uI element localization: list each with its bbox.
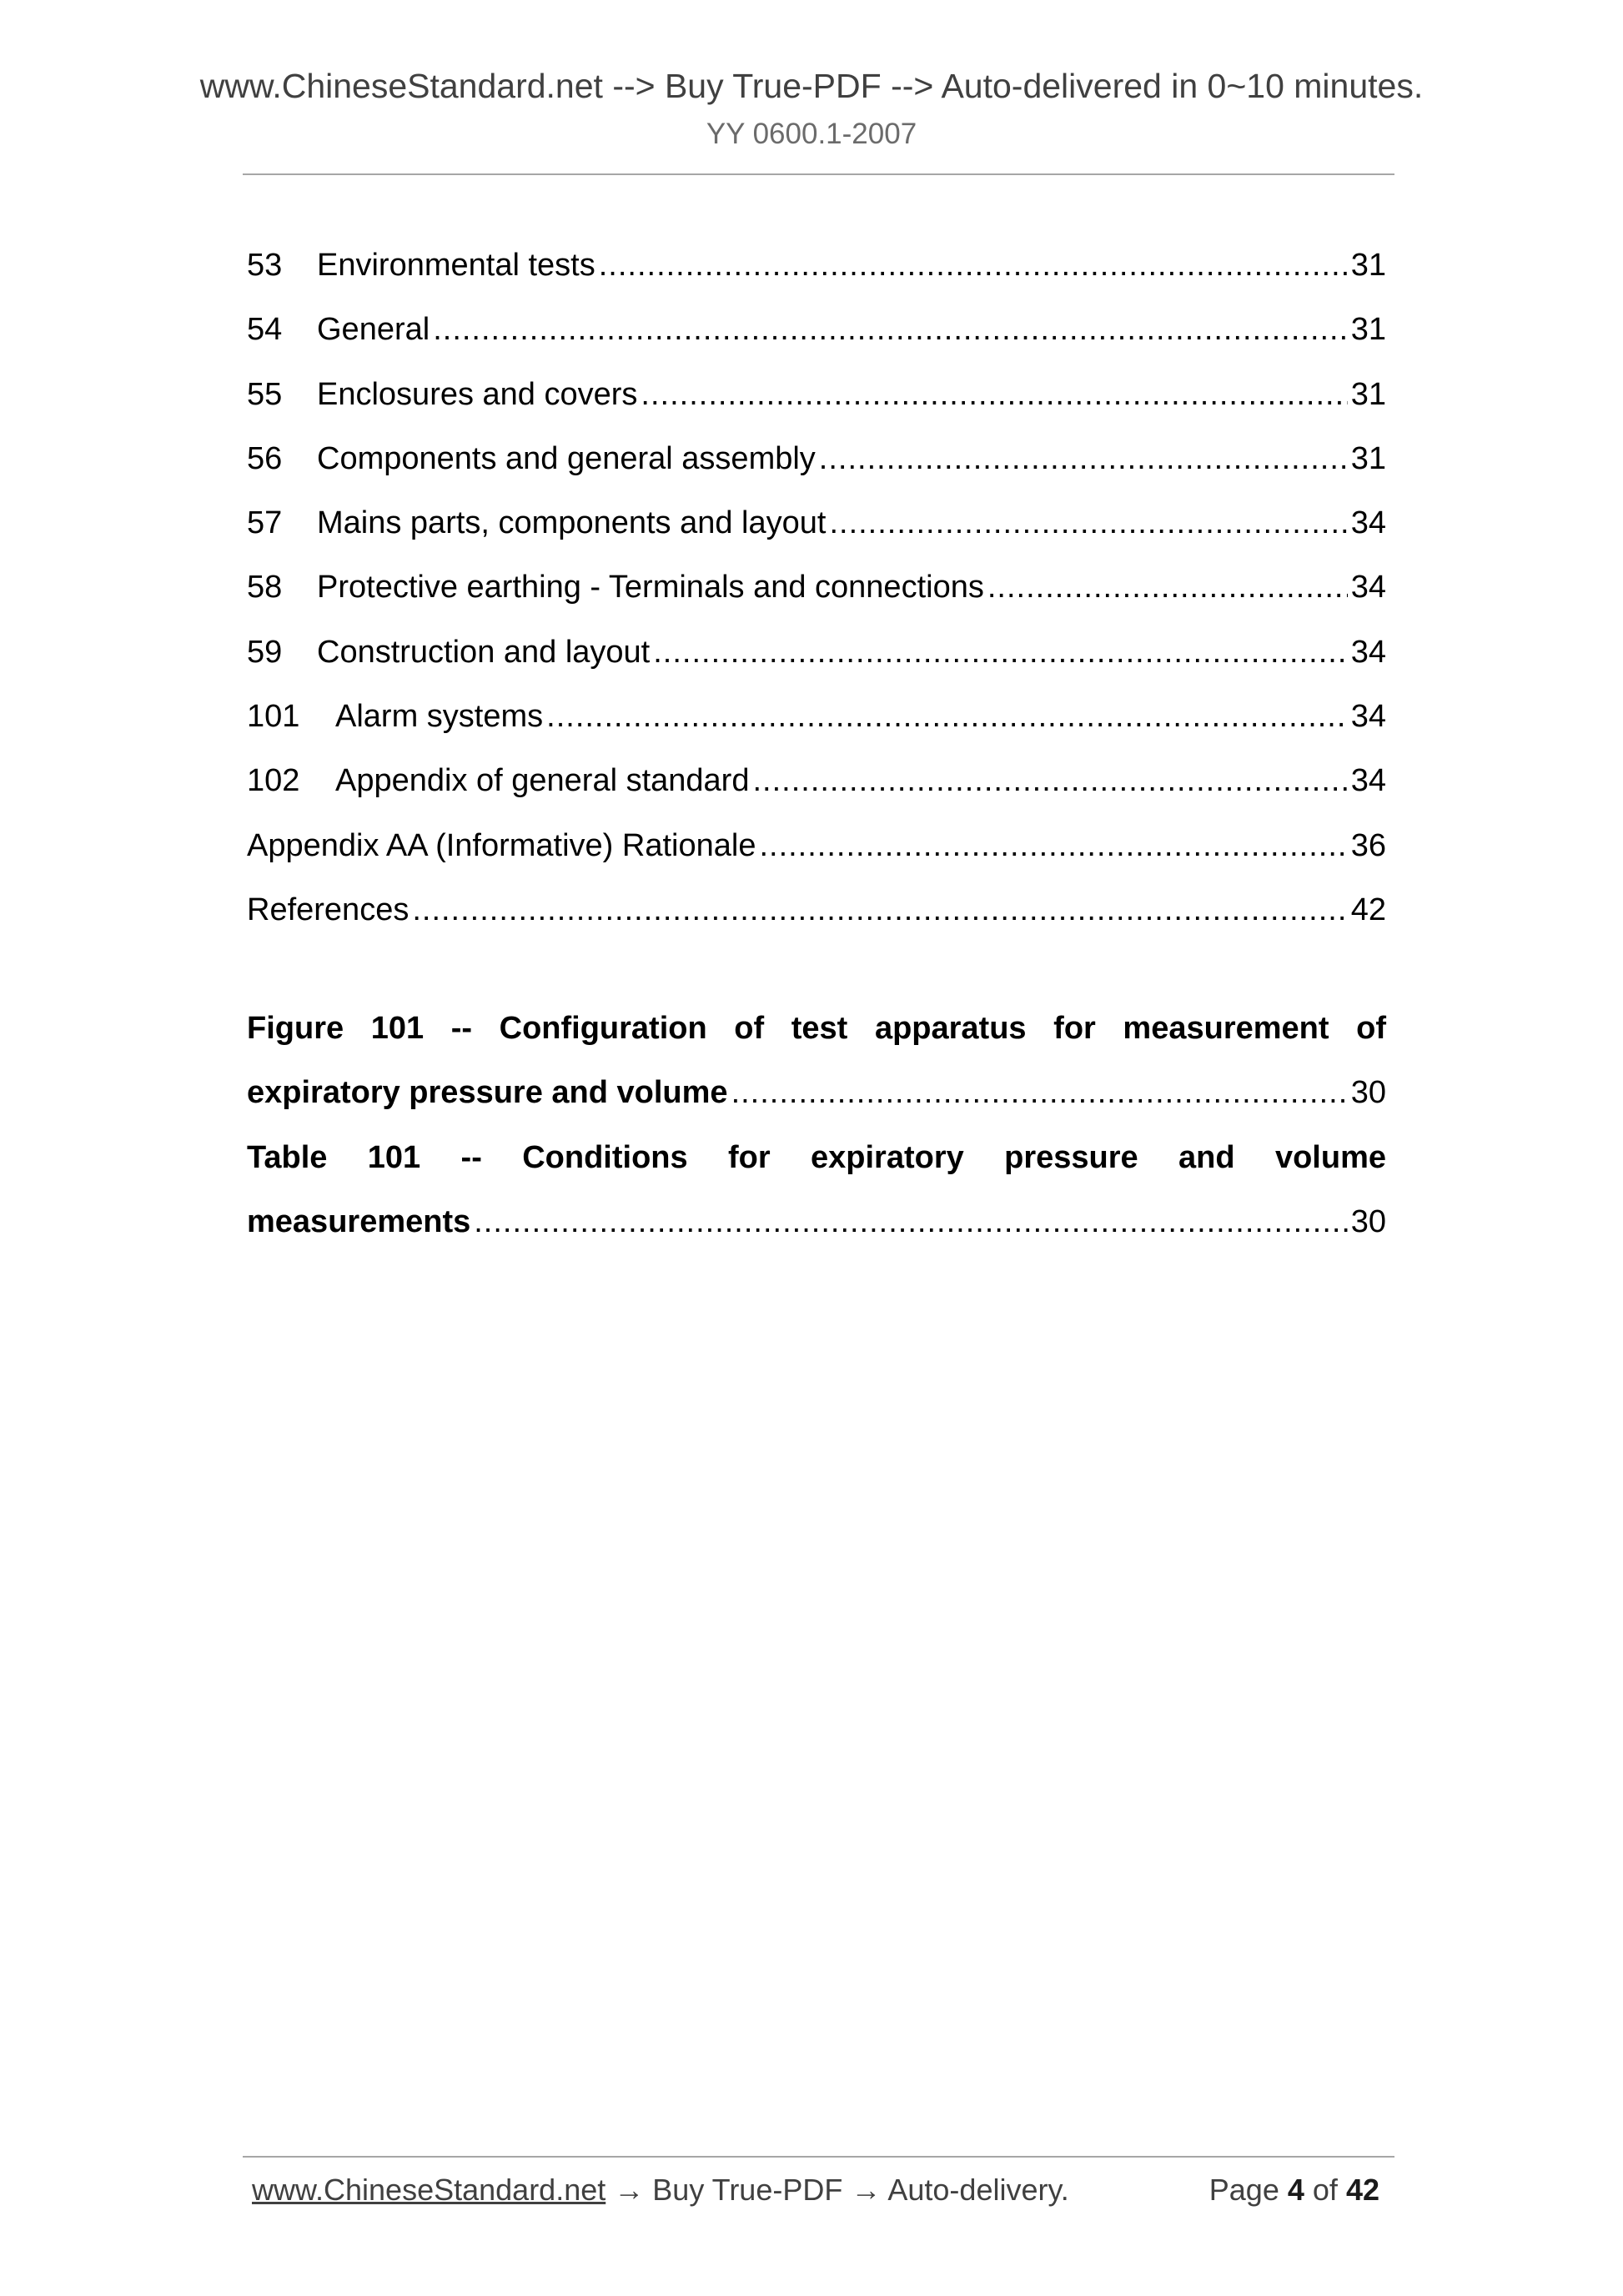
dot-leader	[819, 427, 1348, 491]
toc-number: 102	[247, 763, 300, 799]
toc-number: 53	[247, 248, 283, 283]
dot-leader	[829, 491, 1347, 555]
table-page: 30	[1350, 1203, 1386, 1239]
figure-page: 30	[1350, 1075, 1386, 1111]
table-caption-line: Table 101 -- Conditions for expiratory pressure and volume	[247, 1139, 1386, 1175]
dot-leader	[759, 814, 1347, 878]
toc-title: Mains parts, components and layout	[317, 505, 827, 541]
toc-entry-56[interactable]	[247, 427, 1386, 491]
page-of: of	[1312, 2173, 1338, 2207]
page-prefix: Page	[1208, 2173, 1279, 2207]
dot-leader	[412, 878, 1347, 942]
footer-site-link[interactable]: www.ChineseStandard.net	[252, 2173, 606, 2207]
arrow-right-icon: →	[851, 2173, 882, 2207]
table-entry-101[interactable]	[247, 1126, 1386, 1255]
toc-title: Protective earthing - Terminals and connections	[317, 570, 984, 605]
toc-title: References	[247, 892, 410, 927]
toc-title: Enclosures and covers	[317, 376, 638, 412]
toc-entry-59[interactable]	[247, 620, 1386, 685]
page-total: 42	[1345, 2173, 1379, 2207]
toc-entry-appendix-aa[interactable]	[247, 814, 1386, 878]
toc-title: Components and general assembly	[317, 440, 816, 476]
toc-page: 36	[1350, 827, 1386, 863]
toc-entry-58[interactable]	[247, 555, 1386, 620]
toc-title: Environmental tests	[317, 248, 595, 283]
page-current: 4	[1287, 2173, 1304, 2207]
footer-links	[252, 2173, 1069, 2208]
footer-divider	[243, 2156, 1394, 2158]
toc-page: 34	[1350, 763, 1386, 799]
toc-page: 31	[1350, 376, 1386, 412]
figure-caption-continuation: expiratory pressure and volume	[247, 1075, 728, 1111]
toc-number: 101	[247, 699, 300, 735]
footer-delivery-text: Auto-delivery.	[887, 2173, 1069, 2207]
toc-page: 42	[1350, 892, 1386, 927]
table-caption-continuation: measurements	[247, 1203, 471, 1239]
standard-number: YY 0600.1-2007	[706, 118, 917, 150]
toc-title: Construction and layout	[317, 634, 651, 670]
figure-caption-line: Figure 101 -- Configuration of test apparatus for measurement of	[247, 1011, 1386, 1046]
toc-title: General	[317, 312, 430, 348]
toc-page: 34	[1350, 699, 1386, 735]
page-number	[1209, 2173, 1379, 2208]
toc-number: 57	[247, 505, 283, 541]
toc-page: 31	[1350, 440, 1386, 476]
dot-leader	[731, 1061, 1348, 1125]
dot-leader	[653, 620, 1347, 685]
toc-title: Appendix AA (Informative) Rationale	[247, 827, 756, 863]
toc-entry-53[interactable]	[247, 234, 1386, 298]
dot-leader	[433, 298, 1348, 362]
footer-buy-text: Buy True-PDF	[652, 2173, 843, 2207]
dot-leader	[752, 749, 1347, 813]
toc-title: Alarm systems	[335, 699, 544, 735]
toc-number: 55	[247, 376, 283, 412]
toc-entry-57[interactable]	[247, 491, 1386, 555]
toc-entry-54[interactable]	[247, 298, 1386, 362]
toc-title: Appendix of general standard	[335, 763, 750, 799]
header-banner: www.ChineseStandard.net --> Buy True-PDF --> Auto-delivered in 0~10 minutes.	[199, 67, 1424, 105]
figure-entry-101[interactable]	[247, 997, 1386, 1126]
toc-entry-55[interactable]	[247, 363, 1386, 427]
table-of-contents	[247, 234, 1386, 942]
toc-page: 34	[1350, 505, 1386, 541]
toc-entry-101[interactable]	[247, 685, 1386, 749]
dot-leader	[987, 555, 1348, 620]
toc-entry-references[interactable]	[247, 878, 1386, 942]
dot-leader	[599, 234, 1348, 298]
toc-page: 34	[1350, 634, 1386, 670]
toc-entry-102[interactable]	[247, 749, 1386, 813]
toc-page: 34	[1350, 570, 1386, 605]
toc-page: 31	[1350, 312, 1386, 348]
toc-number: 59	[247, 634, 283, 670]
header-divider	[243, 173, 1394, 175]
list-of-figures-and-tables	[247, 997, 1386, 1254]
dot-leader	[641, 363, 1347, 427]
dot-leader	[546, 685, 1348, 749]
toc-number: 56	[247, 440, 283, 476]
toc-number: 58	[247, 570, 283, 605]
arrow-right-icon: →	[614, 2173, 645, 2207]
toc-page: 31	[1350, 248, 1386, 283]
toc-number: 54	[247, 312, 283, 348]
dot-leader	[474, 1190, 1347, 1254]
